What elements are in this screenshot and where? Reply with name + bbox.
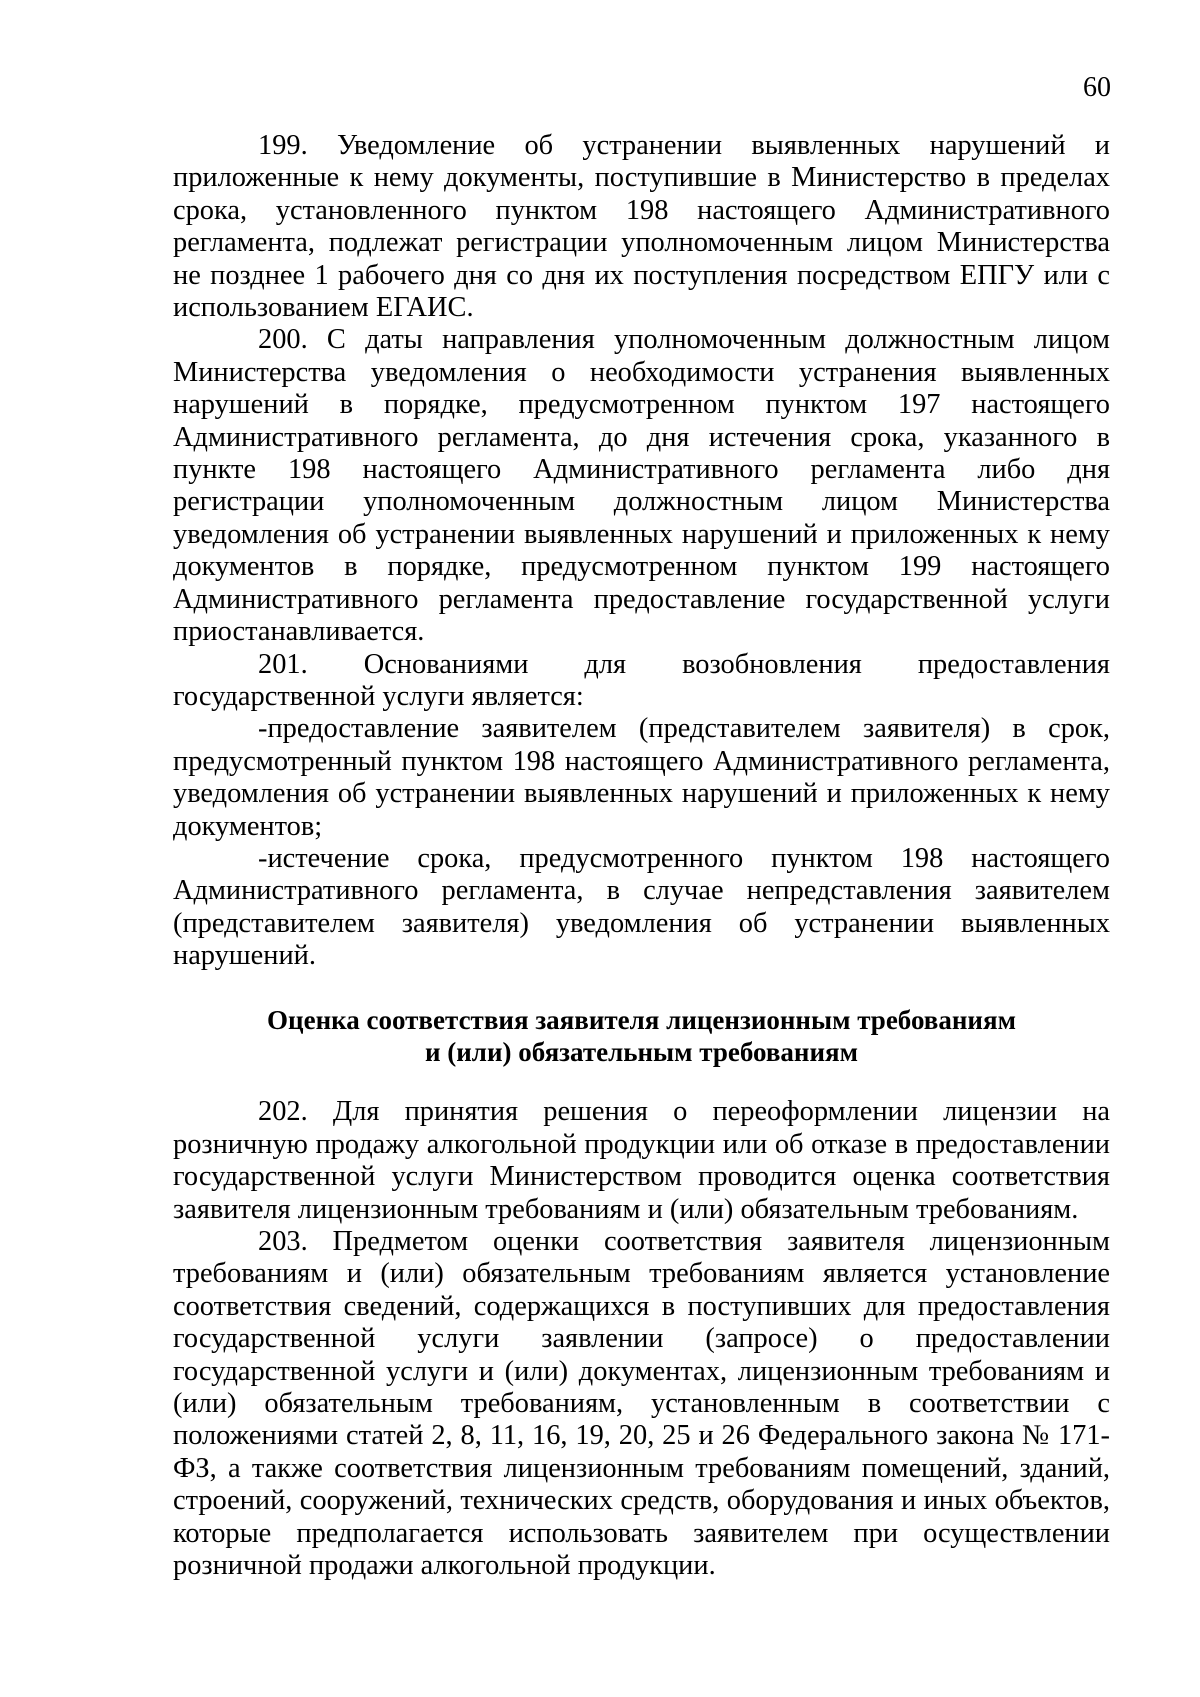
- paragraph-200: 200. С даты направления уполномоченным должностным лицом Министерства уведомления о необходимости устранения выявленных нарушений в порядке, предусмотренном пунктом 197 настоящего Административного регламента, до дня истечения срока, указанного в пункте 198 настоящего Административного регламента либо дня регистрации уполномоченным должностным лицом Министерства уведомления об устранении выявленных нарушений и приложенных к нему документов в порядке, предусмотренном пунктом 199 настоящего Административного регламента предоставление государственной услуги приостанавливается.: [173, 324, 1110, 648]
- section-heading-line-1: Оценка соответствия заявителя лицензионным требованиям: [267, 1004, 1016, 1035]
- section-heading-line-2: и (или) обязательным требованиям: [424, 1036, 859, 1067]
- document-body: [173, 130, 1110, 1582]
- paragraph-201: 201. Основаниями для возобновления предоставления государственной услуги является:: [173, 648, 1110, 712]
- page-number: 60: [1083, 72, 1111, 103]
- paragraph-202: 202. Для принятия решения о переоформлении лицензии на розничную продажу алкогольной продукции или об отказе в предоставлении государственной услуги Министерством проводится оценка соответствия заявителя лицензионным требованиям и (или) обязательным требованиям.: [173, 1096, 1110, 1225]
- paragraph-199: 199. Уведомление об устранении выявленных нарушений и приложенные к нему документы, поступившие в Министерство в пределах срока, установленного пунктом 198 настоящего Административного регламента, подлежат регистрации уполномоченным лицом Министерства не позднее 1 рабочего дня со дня их поступления посредством ЕПГУ или с использованием ЕГАИС.: [173, 130, 1110, 324]
- list-item-submission: -предоставление заявителем (представителем заявителя) в срок, предусмотренный пунктом 198 настоящего Административного регламента, уведомления об устранении выявленных нарушений и приложенных к нему документов;: [173, 713, 1110, 842]
- section-heading: [173, 1004, 1110, 1069]
- list-item-expiration: -истечение срока, предусмотренного пунктом 198 настоящего Административного регламента, в случае непредставления заявителем (представителем заявителя) уведомления об устранении выявленных нарушений.: [173, 842, 1110, 972]
- paragraph-203: 203. Предметом оценки соответствия заявителя лицензионным требованиям и (или) обязательным требованиям является установление соответствия сведений, содержащихся в поступивших для предоставления государственной услуги заявлении (запросе) о предоставлении государственной услуги и (или) документах, лицензионным требованиям и (или) обязательным требованиям, установленным в соответствии с положениями статей 2, 8, 11, 16, 19, 20, 25 и 26 Федерального закона № 171-ФЗ, а также соответствия лицензионным требованиям помещений, зданий, строений, сооружений, технических средств, оборудования и иных объектов, которые предполагается использовать заявителем при осуществлении розничной продажи алкогольной продукции.: [173, 1226, 1110, 1582]
